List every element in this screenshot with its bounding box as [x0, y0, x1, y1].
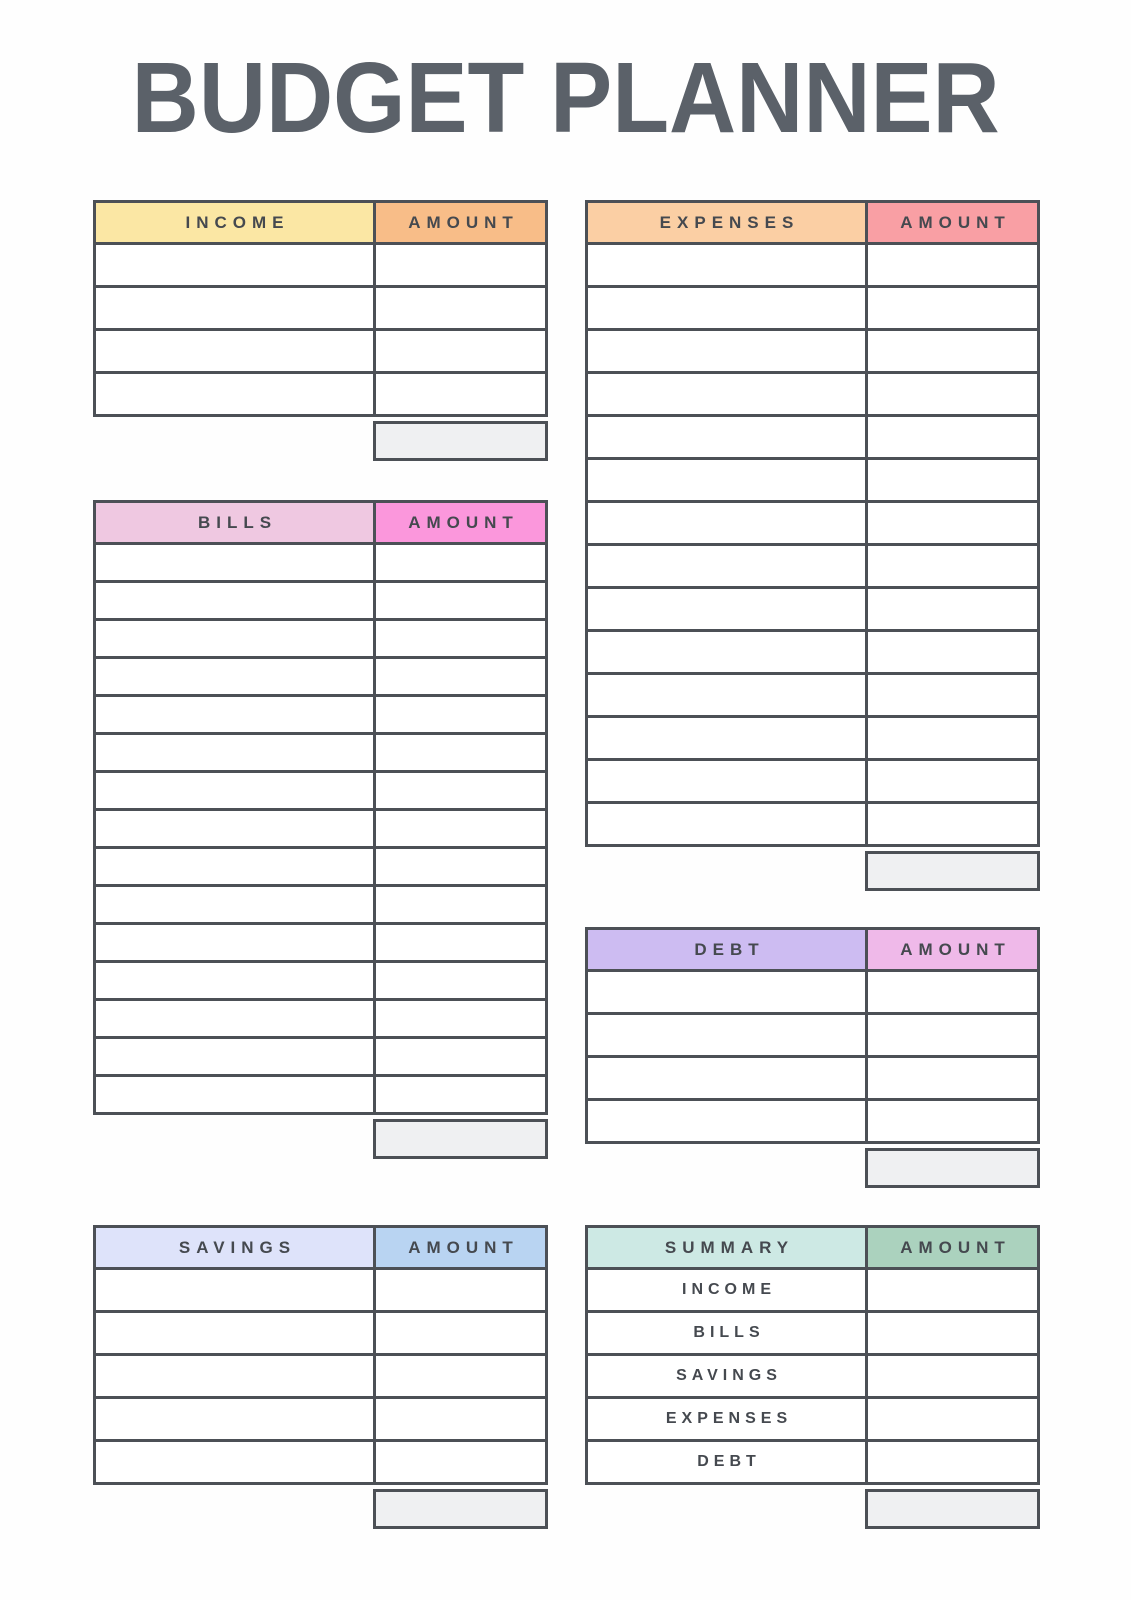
- expenses-amount-cell[interactable]: [868, 503, 1037, 543]
- savings-item-cell[interactable]: [96, 1313, 373, 1353]
- debt-item-cell[interactable]: [588, 972, 865, 1012]
- summary-total-cell[interactable]: [865, 1489, 1040, 1529]
- savings-item-cell[interactable]: [96, 1270, 373, 1310]
- bills-amount-cell[interactable]: [376, 697, 545, 732]
- expenses-amount-cell[interactable]: [868, 675, 1037, 715]
- savings-amount-cell[interactable]: [376, 1313, 545, 1353]
- debt-amount-cell[interactable]: [868, 972, 1037, 1012]
- income-item-cell[interactable]: [96, 288, 373, 328]
- expenses-item-cell[interactable]: [588, 288, 865, 328]
- expenses-amount-header-cell: AMOUNT: [868, 203, 1037, 242]
- expenses-table: [585, 200, 1040, 891]
- bills-amount-cell[interactable]: [376, 925, 545, 960]
- page-title: [0, 42, 1131, 154]
- expenses-item-cell[interactable]: [588, 503, 865, 543]
- summary-amount-cell[interactable]: [868, 1313, 1037, 1353]
- bills-amount-cell[interactable]: [376, 773, 545, 808]
- savings-item-cell[interactable]: [96, 1399, 373, 1439]
- expenses-amount-cell[interactable]: [868, 589, 1037, 629]
- bills-header-cell: BILLS: [96, 503, 373, 542]
- income-amount-cell[interactable]: [376, 374, 545, 414]
- income-item-cell[interactable]: [96, 245, 373, 285]
- bills-table-grid: [93, 500, 548, 1115]
- bills-item-cell[interactable]: [96, 1001, 373, 1036]
- savings-header-cell: SAVINGS: [96, 1228, 373, 1267]
- debt-amount-header-cell: AMOUNT: [868, 930, 1037, 969]
- bills-amount-cell[interactable]: [376, 811, 545, 846]
- bills-item-cell[interactable]: [96, 963, 373, 998]
- summary-amount-header-cell: AMOUNT: [868, 1228, 1037, 1267]
- bills-amount-cell[interactable]: [376, 659, 545, 694]
- expenses-header-cell: EXPENSES: [588, 203, 865, 242]
- expenses-amount-cell[interactable]: [868, 374, 1037, 414]
- expenses-amount-cell[interactable]: [868, 460, 1037, 500]
- debt-amount-cell[interactable]: [868, 1015, 1037, 1055]
- bills-amount-cell[interactable]: [376, 621, 545, 656]
- expenses-amount-cell[interactable]: [868, 417, 1037, 457]
- expenses-amount-cell[interactable]: [868, 245, 1037, 285]
- debt-amount-cell[interactable]: [868, 1058, 1037, 1098]
- bills-item-cell[interactable]: [96, 811, 373, 846]
- summary-row-label: SAVINGS: [588, 1356, 865, 1396]
- expenses-amount-cell[interactable]: [868, 288, 1037, 328]
- expenses-amount-cell[interactable]: [868, 718, 1037, 758]
- expenses-amount-cell[interactable]: [868, 761, 1037, 801]
- income-table: [93, 200, 548, 461]
- bills-item-cell[interactable]: [96, 697, 373, 732]
- bills-item-cell[interactable]: [96, 773, 373, 808]
- debt-table: [585, 927, 1040, 1188]
- debt-amount-cell[interactable]: [868, 1101, 1037, 1141]
- summary-table: [585, 1225, 1040, 1529]
- debt-header-cell: DEBT: [588, 930, 865, 969]
- summary-row-label: DEBT: [588, 1442, 865, 1482]
- income-amount-cell[interactable]: [376, 245, 545, 285]
- summary-table-grid: [585, 1225, 1040, 1485]
- summary-amount-cell[interactable]: [868, 1270, 1037, 1310]
- page-title-text: BUDGET PLANNER: [131, 42, 1000, 154]
- debt-table-grid: [585, 927, 1040, 1144]
- bills-amount-cell[interactable]: [376, 1001, 545, 1036]
- savings-amount-cell[interactable]: [376, 1270, 545, 1310]
- expenses-item-cell[interactable]: [588, 374, 865, 414]
- savings-amount-cell[interactable]: [376, 1442, 545, 1482]
- debt-item-cell[interactable]: [588, 1058, 865, 1098]
- expenses-amount-cell[interactable]: [868, 632, 1037, 672]
- bills-item-cell[interactable]: [96, 621, 373, 656]
- savings-total-cell[interactable]: [373, 1489, 548, 1529]
- bills-amount-header-cell: AMOUNT: [376, 503, 545, 542]
- summary-amount-cell[interactable]: [868, 1442, 1037, 1482]
- income-total-cell[interactable]: [373, 421, 548, 461]
- summary-row-label: INCOME: [588, 1270, 865, 1310]
- expenses-item-cell[interactable]: [588, 417, 865, 457]
- bills-item-cell[interactable]: [96, 659, 373, 694]
- summary-amount-cell[interactable]: [868, 1399, 1037, 1439]
- debt-total-cell[interactable]: [865, 1148, 1040, 1188]
- income-amount-cell[interactable]: [376, 331, 545, 371]
- bills-item-cell[interactable]: [96, 887, 373, 922]
- expenses-item-cell[interactable]: [588, 460, 865, 500]
- income-header-cell: INCOME: [96, 203, 373, 242]
- expenses-item-cell[interactable]: [588, 331, 865, 371]
- bills-item-cell[interactable]: [96, 849, 373, 884]
- summary-row-label: EXPENSES: [588, 1399, 865, 1439]
- bills-item-cell[interactable]: [96, 1039, 373, 1074]
- bills-amount-cell[interactable]: [376, 1039, 545, 1074]
- savings-item-cell[interactable]: [96, 1356, 373, 1396]
- bills-total-cell[interactable]: [373, 1119, 548, 1159]
- expenses-table-grid: [585, 200, 1040, 847]
- expenses-item-cell[interactable]: [588, 589, 865, 629]
- expenses-amount-cell[interactable]: [868, 546, 1037, 586]
- expenses-item-cell[interactable]: [588, 718, 865, 758]
- bills-amount-cell[interactable]: [376, 887, 545, 922]
- summary-header-cell: SUMMARY: [588, 1228, 865, 1267]
- expenses-total-cell[interactable]: [865, 851, 1040, 891]
- income-item-cell[interactable]: [96, 374, 373, 414]
- bills-amount-cell[interactable]: [376, 1077, 545, 1112]
- expenses-item-cell[interactable]: [588, 245, 865, 285]
- savings-amount-cell[interactable]: [376, 1356, 545, 1396]
- bills-table: [93, 500, 548, 1159]
- bills-amount-cell[interactable]: [376, 849, 545, 884]
- savings-table-grid: [93, 1225, 548, 1485]
- bills-item-cell[interactable]: [96, 545, 373, 580]
- expenses-amount-cell[interactable]: [868, 331, 1037, 371]
- bills-item-cell[interactable]: [96, 925, 373, 960]
- savings-amount-header-cell: AMOUNT: [376, 1228, 545, 1267]
- bills-item-cell[interactable]: [96, 1077, 373, 1112]
- expenses-item-cell[interactable]: [588, 632, 865, 672]
- income-item-cell[interactable]: [96, 331, 373, 371]
- income-amount-header-cell: AMOUNT: [376, 203, 545, 242]
- expenses-item-cell[interactable]: [588, 804, 865, 844]
- debt-item-cell[interactable]: [588, 1101, 865, 1141]
- debt-item-cell[interactable]: [588, 1015, 865, 1055]
- bills-item-cell[interactable]: [96, 583, 373, 618]
- summary-row-label: BILLS: [588, 1313, 865, 1353]
- expenses-item-cell[interactable]: [588, 546, 865, 586]
- income-amount-cell[interactable]: [376, 288, 545, 328]
- savings-amount-cell[interactable]: [376, 1399, 545, 1439]
- savings-table: [93, 1225, 548, 1529]
- expenses-item-cell[interactable]: [588, 761, 865, 801]
- bills-item-cell[interactable]: [96, 735, 373, 770]
- bills-amount-cell[interactable]: [376, 583, 545, 618]
- savings-item-cell[interactable]: [96, 1442, 373, 1482]
- bills-amount-cell[interactable]: [376, 545, 545, 580]
- expenses-amount-cell[interactable]: [868, 804, 1037, 844]
- income-table-grid: [93, 200, 548, 417]
- bills-amount-cell[interactable]: [376, 963, 545, 998]
- summary-amount-cell[interactable]: [868, 1356, 1037, 1396]
- expenses-item-cell[interactable]: [588, 675, 865, 715]
- bills-amount-cell[interactable]: [376, 735, 545, 770]
